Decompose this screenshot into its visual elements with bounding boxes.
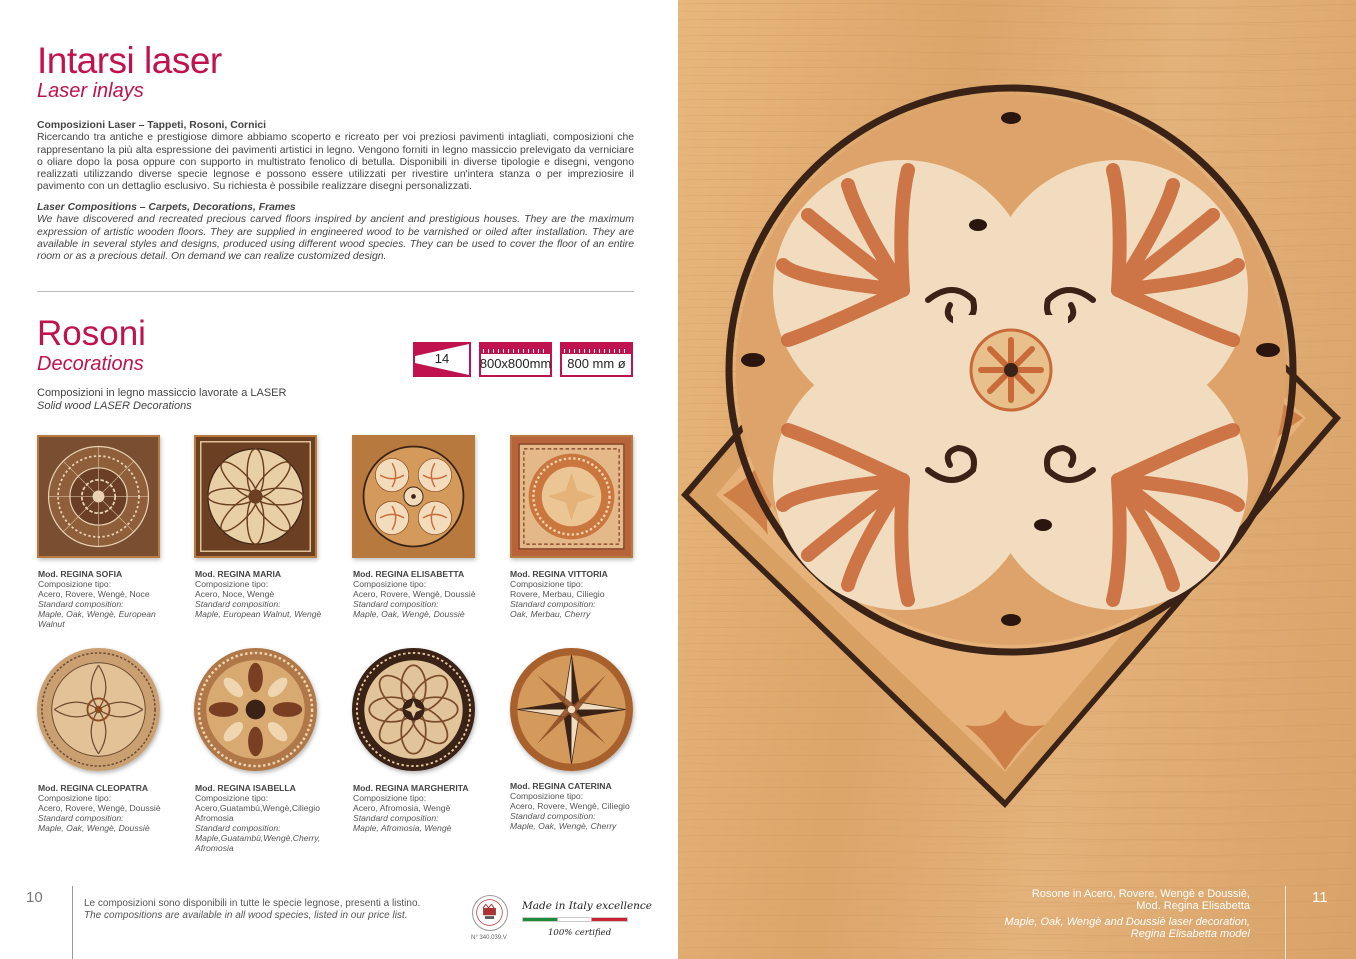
product-image-regina-caterina (510, 648, 633, 771)
diameter-badge (560, 342, 633, 377)
rosette-illustration (354, 437, 473, 556)
description-italian: Composizioni in legno massiccio lavorate a LASER (37, 387, 287, 399)
section-subtitle: Decorations (37, 353, 144, 375)
footnote-english: The compositions are available in all wood species, listed in our price list. (84, 909, 408, 921)
page-title: Intarsi laser (37, 40, 222, 81)
intro-italian-heading: Composizioni Laser – Tappeti, Rosoni, Cornici (37, 120, 267, 131)
product-image-regina-maria (194, 435, 317, 558)
composition-value: Acero, Rovere, Wengè, Noce (38, 589, 150, 599)
intro-italian (37, 120, 634, 194)
standard-label: Standard composition: (195, 599, 281, 609)
standard-label: Standard composition: (38, 599, 124, 609)
intro-english-heading: Laser Compositions – Carpets, Decorations, Frames (37, 202, 296, 213)
italian-flag-icon (522, 917, 628, 922)
standard-value: Maple, Oak, Wengè, European Walnut (38, 609, 156, 629)
product-caption (38, 569, 178, 629)
standard-label: Standard composition: (510, 811, 596, 821)
rosette-illustration (37, 648, 160, 771)
product-image-regina-margherita (352, 648, 475, 771)
product-model: Mod. REGINA ISABELLA (195, 783, 296, 793)
product-caption (195, 783, 330, 853)
size-value: 800x800mm (479, 356, 552, 371)
rosette-illustration (352, 648, 475, 771)
photo-caption (1004, 889, 1250, 940)
standard-label: Standard composition: (38, 813, 124, 823)
product-model: Mod. REGINA VITTORIA (510, 569, 608, 579)
product-image-regina-vittoria (510, 435, 633, 558)
made-in-italy-label: Made in Italy excellence (522, 900, 653, 912)
composition-value: Acero,Guatambù,Wengè,Ciliegio Afromosia (195, 803, 320, 823)
standard-value: Maple, Oak, Wengè, Doussiè (38, 823, 150, 833)
caption-english-line2: Regina Elisabetta model (1130, 927, 1250, 940)
product-model: Mod. REGINA CLEOPATRA (38, 783, 149, 793)
quantity-value: 14 (434, 351, 450, 366)
product-image-regina-isabella (194, 648, 317, 771)
composition-value: Acero, Rovere, Wengè, Ciliegio (510, 801, 630, 811)
floor-inlay-photo (678, 0, 1356, 959)
page-subtitle: Laser inlays (37, 80, 144, 102)
product-caption (510, 569, 650, 619)
composition-label: Composizione tipo: (195, 579, 269, 589)
standard-label: Standard composition: (353, 813, 439, 823)
intro-english-body: We have discovered and recreated precious carved floors inspired by ancient and prestigious houses. They are the maximum expression of artistic wooden floors. They are supplied in engineered wood to be varnished or oiled after installation. They are available in several styles and designs, produced using different wood species. They can be used to cover the floor of an entire room or as a precious detail. On demand we can realize customized design. (37, 214, 634, 263)
footnote-italian: Le composizioni sono disponibili in tutte le specie legnose, presenti a listino. (84, 898, 421, 909)
certification-seal-icon (472, 895, 508, 931)
diameter-value: 800 mm ø (567, 356, 626, 371)
description-english: Solid wood LASER Decorations (37, 400, 192, 412)
product-image-regina-cleopatra (37, 648, 160, 771)
composition-label: Composizione tipo: (510, 791, 584, 801)
section-divider (37, 291, 634, 292)
rosette-illustration (512, 437, 631, 556)
page-number-right: 11 (1312, 889, 1328, 906)
composition-value: Acero, Noce, Wengè (195, 589, 275, 599)
standard-value: Maple, Oak, Wengè, Cherry (510, 821, 617, 831)
footnote (84, 898, 420, 921)
ruler-icon (481, 344, 550, 354)
composition-label: Composizione tipo: (353, 793, 427, 803)
composition-label: Composizione tipo: (195, 793, 269, 803)
right-page-photo (678, 0, 1356, 959)
composition-value: Acero, Afromosia, Wengè (353, 803, 451, 813)
composition-label: Composizione tipo: (38, 579, 112, 589)
standard-value: Maple,Guatambù,Wengè,Cherry, Afromosia (195, 833, 321, 853)
composition-value: Acero, Rovere, Wengè, Doussiè (353, 589, 476, 599)
page-number-left: 10 (26, 889, 43, 906)
product-model: Mod. REGINA CATERINA (510, 781, 612, 791)
caption-english-line1: Maple, Oak, Wengè and Doussiè laser decoration, (1004, 916, 1250, 928)
certified-label: 100% certified (548, 928, 612, 938)
section-description (37, 387, 286, 413)
product-caption (195, 569, 335, 619)
product-image-regina-sofia (37, 435, 160, 558)
ruler-icon (562, 344, 631, 354)
caption-italian-line1: Rosone in Acero, Rovere, Wengè e Doussiè, (1031, 888, 1250, 900)
standard-value: Maple, European Walnut, Wengè (195, 609, 322, 619)
certification-code: N° 340.039.V (471, 935, 507, 941)
product-caption (510, 781, 650, 831)
standard-label: Standard composition: (353, 599, 439, 609)
product-caption (38, 783, 178, 833)
product-caption (353, 569, 493, 619)
standard-value: Maple, Afromosia, Wengè (353, 823, 452, 833)
product-model: Mod. REGINA MARGHERITA (353, 783, 469, 793)
rosette-illustration (194, 648, 317, 771)
footer-divider-right (1285, 886, 1286, 959)
standard-value: Oak, Merbau, Cherry (510, 609, 591, 619)
intro-italian-body: Ricercando tra antiche e prestigiose dimore abbiamo scoperto e ricreato per voi preziosi pavimenti intagliati, composizioni che rappresentano la più alta espressione dei pavimenti artistici in legno. Vengono forniti in legno massiccio prelevigato da verniciare o oliare dopo la posa oppure con supporto in multistrato fenolico di betulla. Disponibili in diverse tipologie e disegni, vengono realizzati utilizzando diverse specie legnose e possono essere utilizzati per rivestire un'intera stanza o per impreziosire il pavimento con un dettaglio esclusivo. Su richiesta è possibile realizzare disegni personalizzati. (37, 132, 634, 193)
standard-value: Maple, Oak, Wengè, Doussiè (353, 609, 465, 619)
composition-label: Composizione tipo: (38, 793, 112, 803)
product-model: Mod. REGINA ELISABETTA (353, 569, 465, 579)
rosette-illustration (39, 437, 158, 556)
composition-label: Composizione tipo: (510, 579, 584, 589)
footer-divider (72, 886, 73, 959)
composition-value: Rovere, Merbau, Ciliegio (510, 589, 605, 599)
standard-label: Standard composition: (195, 823, 281, 833)
quantity-badge (413, 342, 471, 377)
size-badge (479, 342, 552, 377)
section-title: Rosoni (37, 314, 146, 353)
standard-label: Standard composition: (510, 599, 596, 609)
rosette-illustration (196, 437, 315, 556)
caption-english (1004, 917, 1250, 940)
product-model: Mod. REGINA SOFIA (38, 569, 123, 579)
compass-rose-illustration (510, 648, 633, 771)
composition-value: Acero, Rovere, Wengè, Doussiè (38, 803, 161, 813)
caption-italian-line2: Mod. Regina Elisabetta (1136, 899, 1250, 912)
intro-english (37, 202, 634, 263)
composition-label: Composizione tipo: (353, 579, 427, 589)
product-caption (353, 783, 493, 833)
product-image-regina-elisabetta (352, 435, 475, 558)
product-model: Mod. REGINA MARIA (195, 569, 282, 579)
